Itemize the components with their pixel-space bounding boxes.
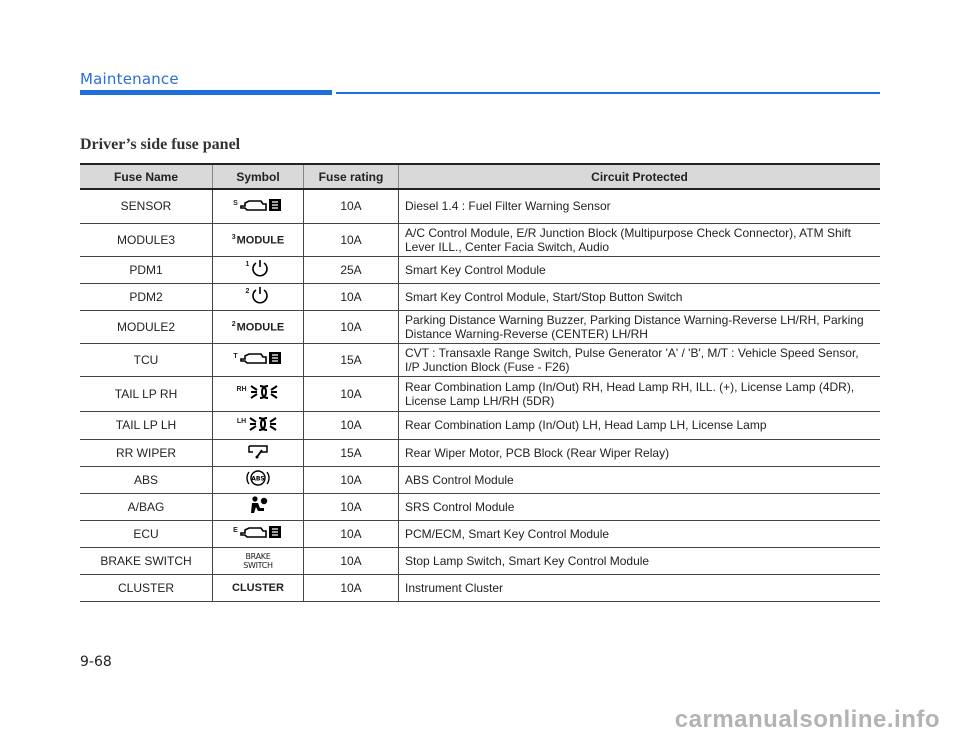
table-row [80,283,880,310]
table-row [80,439,880,466]
fuse-rating: 10A [304,189,399,223]
fuse-symbol [213,189,304,223]
fuse-symbol [213,520,304,547]
fuse-name: BRAKE SWITCH [80,547,213,574]
table-row [80,493,880,520]
circuit-protected: Smart Key Control Module [399,256,881,283]
tail-lamp-icon [237,415,279,436]
section-title: Maintenance [80,70,179,88]
table-row [80,547,880,574]
watermark: carmanualsonline.info [674,706,940,733]
header-fuse-rating: Fuse rating [304,164,399,189]
fuse-rating: 10A [304,310,399,343]
power-icon [246,258,271,281]
fuse-name: CLUSTER [80,574,213,601]
fuse-name: RR WIPER [80,439,213,466]
fuse-symbol [213,439,304,466]
fuse-name: ABS [80,466,213,493]
symbol-label [243,552,273,570]
circuit-protected: A/C Control Module, E/R Junction Block (Multipurpose Check Connector), ATM Shift Lever ILL., Center Facia Switch, Audio [399,223,881,256]
fuse-symbol [213,343,304,376]
fuse-name: A/BAG [80,493,213,520]
circuit-protected: ABS Control Module [399,466,881,493]
symbol-text: MODULE [236,234,285,247]
table-row [80,189,880,223]
circuit-protected: Stop Lamp Switch, Smart Key Control Module [399,547,881,574]
fuse-symbol [213,547,304,574]
symbol-superscript: E [233,527,238,534]
fuse-symbol [213,310,304,343]
symbol-label [232,231,285,248]
table-row [80,223,880,256]
fuse-rating: 10A [304,520,399,547]
fuse-rating: 10A [304,283,399,310]
circuit-protected: Smart Key Control Module, Start/Stop Button Switch [399,283,881,310]
fuse-rating: 10A [304,574,399,601]
circuit-protected: Diesel 1.4 : Fuel Filter Warning Sensor [399,189,881,223]
circuit-protected: SRS Control Module [399,493,881,520]
header-rule-thin [336,92,880,94]
fuse-symbol [213,223,304,256]
symbol-superscript: 3 [231,234,236,242]
symbol-text: CLUSTER [232,581,284,594]
circuit-protected: Rear Combination Lamp (In/Out) LH, Head Lamp LH, License Lamp [399,411,881,439]
page-heading: Driver’s side fuse panel [80,136,241,153]
fuse-rating: 10A [304,466,399,493]
fuse-name: TAIL LP LH [80,411,213,439]
fuse-rows [80,189,880,601]
fuse-name: TAIL LP RH [80,376,213,411]
table-row [80,411,880,439]
svg-text:ABS: ABS [251,475,265,483]
circuit-protected: Parking Distance Warning Buzzer, Parking Distance Warning-Reverse LH/RH, Parking Distance Warning-Reverse (CENTER) LH/RH [399,310,881,343]
circuit-protected: PCM/ECM, Smart Key Control Module [399,520,881,547]
fuse-rating: 15A [304,439,399,466]
table-row [80,574,880,601]
symbol-label [232,581,284,595]
fuse-symbol [213,376,304,411]
symbol-text: MODULE [236,321,285,334]
symbol-label [232,318,285,335]
rear-wiper-icon [247,442,269,463]
table-row [80,310,880,343]
header-symbol: Symbol [213,164,304,189]
fuse-name: PDM1 [80,256,213,283]
fuse-symbol [213,493,304,520]
table-row [80,376,880,411]
fuse-name: MODULE3 [80,223,213,256]
fuse-rating: 15A [304,343,399,376]
symbol-superscript: 1 [245,261,250,268]
fuse-name: ECU [80,520,213,547]
symbol-label-line: SWITCH [243,560,273,570]
fuse-name: SENSOR [80,189,213,223]
circuit-protected: Instrument Cluster [399,574,881,601]
header-rule-thick [80,90,332,95]
fuse-symbol [213,466,304,493]
symbol-superscript: 2 [245,288,250,295]
fuse-rating: 10A [304,411,399,439]
symbol-superscript: RH [236,386,247,393]
fuse-symbol [213,256,304,283]
circuit-protected: Rear Wiper Motor, PCB Block (Rear Wiper Relay) [399,439,881,466]
fuse-rating: 10A [304,547,399,574]
header-circuit-protected: Circuit Protected [399,164,881,189]
fuse-table [80,163,880,602]
airbag-icon [247,495,269,518]
engine-ecu-icon [233,524,283,543]
circuit-protected: Rear Combination Lamp (In/Out) RH, Head Lamp RH, ILL. (+), License Lamp (4DR), License Lamp LH/RH (5DR) [399,376,881,411]
table-header-row [80,164,880,189]
fuse-symbol [213,574,304,601]
abs-icon [246,468,270,491]
fuse-symbol [213,283,304,310]
symbol-superscript: T [233,353,238,360]
fuse-rating: 25A [304,256,399,283]
table-row [80,466,880,493]
symbol-label-line: BRAKE [245,551,271,561]
power-icon [246,285,271,308]
symbol-superscript: LH [236,417,247,425]
symbol-superscript: 2 [231,321,236,329]
fuse-name: PDM2 [80,283,213,310]
header-fuse-name: Fuse Name [80,164,213,189]
table-row [80,343,880,376]
table-row [80,256,880,283]
page-number: 9-68 [80,654,112,670]
circuit-protected: CVT : Transaxle Range Switch, Pulse Generator 'A' / 'B', M/T : Vehicle Speed Sensor, I/P Junction Block (Fuse - F26) [399,343,881,376]
fuse-rating: 10A [304,376,399,411]
fuse-name: TCU [80,343,213,376]
fuse-name: MODULE2 [80,310,213,343]
fuse-rating: 10A [304,223,399,256]
fuse-symbol [213,411,304,439]
transmission-icon [233,350,282,369]
symbol-superscript: S [233,199,238,207]
engine-sensor-icon [233,197,283,216]
fuse-rating: 10A [304,493,399,520]
tail-lamp-icon [236,383,279,404]
table-row [80,520,880,547]
